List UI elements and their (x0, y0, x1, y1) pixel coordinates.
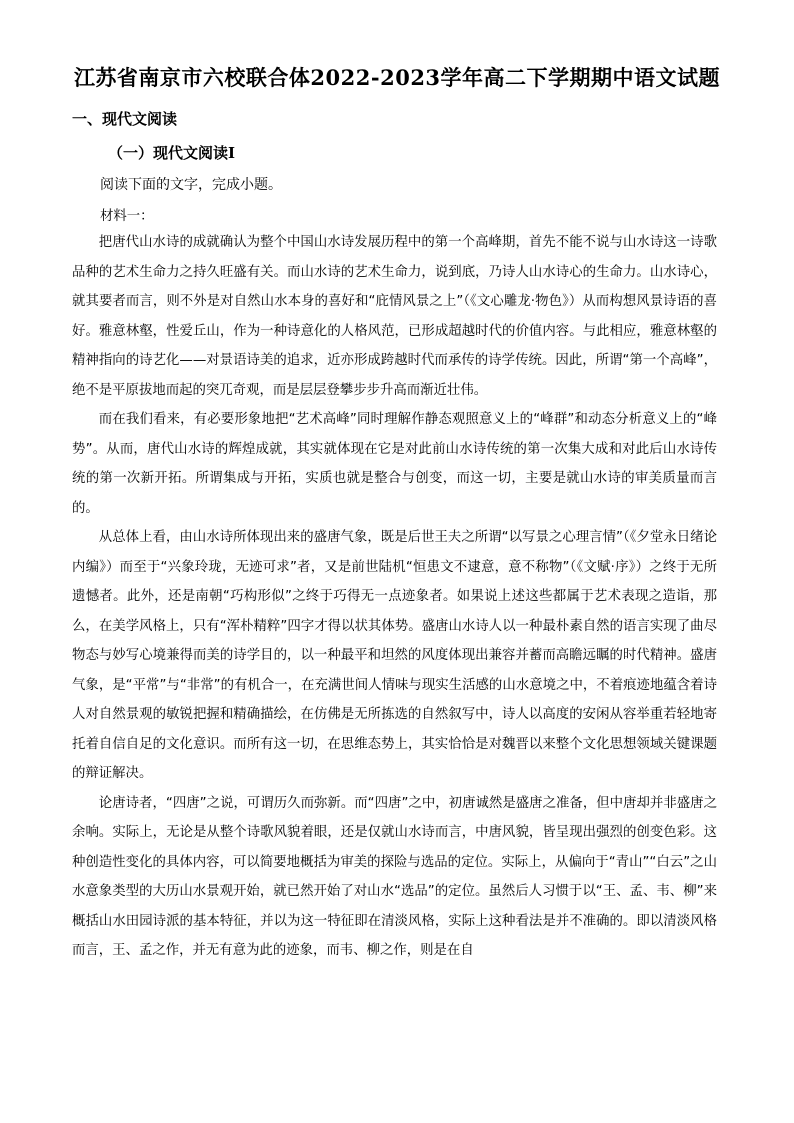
document-title: 江苏省南京市六校联合体2022-2023学年高二下学期期中语文试题 (73, 65, 721, 90)
paragraph-1: 把唐代山水诗的成就确认为整个中国山水诗发展历程中的第一个高峰期，首先不能不说与山水诗这一诗歌品种的艺术生命力之持久旺盛有关。而山水诗的艺术生命力，说到底，乃诗人山水诗心的生命力。山水诗心，就其要者而言，则不外是对自然山水本身的喜好和“庇情风景之上”（《文心雕龙·物色》）从而构想风景诗语的喜好。雅意林壑，性爱丘山，作为一种诗意化的人格风范，已形成超越时代的价值内容。与此相应，雅意林壑的精神指向的诗艺化——对景语诗美的追求，近亦形成跨越时代而承传的诗学传统。因此，所谓“第一个高峰”，绝不是平原拔地而起的突兀奇观，而是层层登攀步步升高而渐近壮伟。 (72, 235, 717, 398)
subsection-heading: （一）现代文阅读Ⅰ (108, 144, 236, 162)
paragraph-3: 从总体上看，由山水诗所体现出来的盛唐气象，既是后世王夫之所谓“以写景之心理言情”（《夕堂永日绪论内编》）而至于“兴象玲珑，无迹可求”者，又是前世陆机“恒患文不逮意，意不称物”（《文赋·序》）之终于无所遗憾者。此外，还是南朝“巧构形似”之终于巧得无一点迹象者。如果说上述这些都属于艺术表现之造诣，那么，在美学风格上，只有“浑朴精粹”四字才得以状其体势。盛唐山水诗人以一种最朴素自然的语言实现了曲尽物态与妙写心境兼得而美的诗学目的，以一种最平和坦然的风度体现出兼容并蓄而高瞻远瞩的时代精神。盛唐气象，是“平常”与“非常”的有机合一，在充满世间人情味与现实生活感的山水意境之中，不着痕迹地蕴含着诗人对自然景观的敏锐把握和精确描绘，在仿佛是无所拣选的自然叙写中，诗人以高度的安闲从容举重若轻地寄托着自信自足的文化意识。而所有这一切，在思维态势上，其实恰恰是对魏晋以来整个文化思想领域关键课题的辩证解决。 (72, 530, 717, 781)
paragraph-2: 而在我们看来，有必要形象地把“艺术高峰”同时理解作静态观照意义上的“峰群”和动态分析意义上的“峰势”。从而，唐代山水诗的辉煌成就，其实就体现在它是对此前山水诗传统的第一次集大成和对此后山水诗传统的第一次新开拓。所谓集成与开拓，实质也就是整合与创变，而这一切，主要是就山水诗的审美质量而言的。 (72, 412, 717, 516)
article-body (72, 228, 717, 966)
material-label: 材料一： (100, 209, 154, 224)
instruction-text: 阅读下面的文字，完成小题。 (100, 177, 282, 193)
paragraph-4: 论唐诗者，“四唐”之说，可谓历久而弥新。而“四唐”之中，初唐诚然是盛唐之准备，但中唐却并非盛唐之余响。实际上，无论是从整个诗歌风貌着眼，还是仅就山水诗而言，中唐风貌，皆呈现出强烈的创变色彩。这种创造性变化的具体内容，可以简要地概括为审美的探险与选品的定位。实际上，从偏向于“青山”“白云”之山水意象类型的大历山水景观开始，就已然开始了对山水“选品”的定位。虽然后人习惯于以“王、孟、韦、柳”来概括山水田园诗派的基本特征，并以为这一特征即在清淡风格，实际上这种看法是并不准确的。即以清淡风格而言，王、孟之作，并无有意为此的迹象，而韦、柳之作，则是在自 (72, 795, 717, 958)
section-heading: 一、现代文阅读 (72, 110, 178, 128)
